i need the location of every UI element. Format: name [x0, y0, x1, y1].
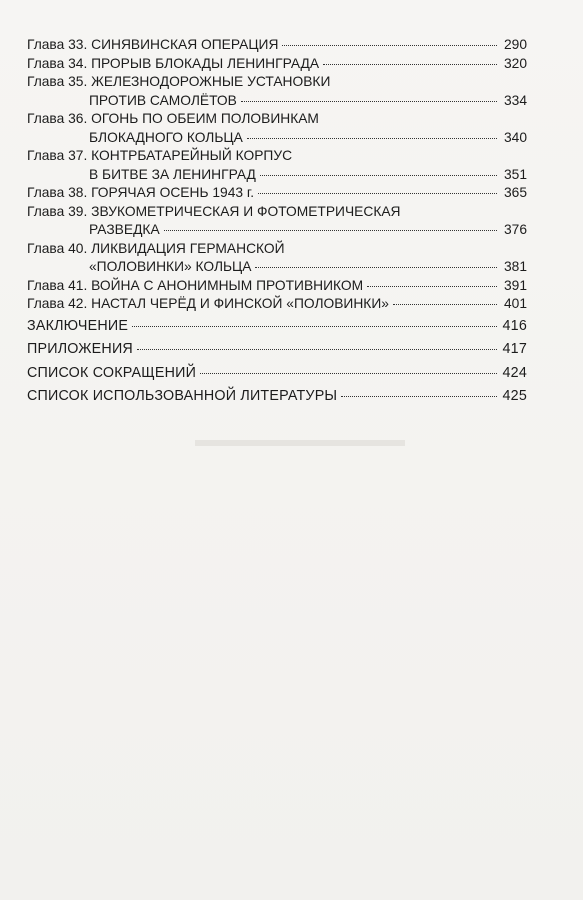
toc-page-number: 417 [502, 341, 527, 358]
toc-entry-ch41[interactable] [27, 277, 527, 296]
toc-entry-ch36[interactable] [27, 110, 527, 147]
toc-page-number: 424 [502, 364, 527, 381]
toc-entry-ch35[interactable] [27, 73, 527, 110]
leader-dots [241, 101, 497, 102]
leader-dots [258, 193, 497, 194]
toc-entry-title-cont: БЛОКАДНОГО КОЛЬЦА [89, 129, 243, 145]
toc-page-number: 365 [503, 185, 527, 200]
leader-dots [260, 175, 497, 176]
toc-entry-ch37[interactable] [27, 147, 527, 184]
toc-entry-title-cont: «ПОЛОВИНКИ» КОЛЬЦА [89, 259, 252, 274]
toc-entry-title: СПИСОК СОКРАЩЕНИЙ [27, 364, 197, 381]
toc-page-number: 334 [503, 92, 527, 108]
leader-dots [137, 349, 497, 350]
toc-page-number: 340 [503, 129, 527, 145]
toc-entry-title: Глава 37. КОНТРБАТАРЕЙНЫЙ КОРПУС [27, 148, 293, 163]
toc-entry-title: Глава 33. СИНЯВИНСКАЯ ОПЕРАЦИЯ [27, 37, 279, 52]
toc-entry-ch40[interactable] [27, 240, 527, 277]
leader-dots [341, 396, 497, 397]
toc-entry-title: ЗАКЛЮЧЕНИЕ [27, 317, 129, 334]
table-of-contents [27, 36, 527, 411]
show-through-text [150, 440, 450, 457]
leader-dots [393, 304, 497, 305]
toc-page-number: 381 [503, 259, 527, 274]
toc-entry-appendices[interactable] [27, 340, 527, 364]
toc-entry-title: Глава 35. ЖЕЛЕЗНОДОРОЖНЫЕ УСТАНОВКИ [27, 74, 331, 89]
toc-entry-title: Глава 40. ЛИКВИДАЦИЯ ГЕРМАНСКОЙ [27, 240, 285, 256]
toc-page-number: 290 [503, 37, 527, 52]
toc-entry-conclusion[interactable] [27, 317, 527, 341]
leader-dots [247, 138, 497, 139]
toc-entry-ch42[interactable] [27, 295, 527, 314]
toc-entry-title: СПИСОК ИСПОЛЬЗОВАННОЙ ЛИТЕРАТУРЫ [27, 388, 338, 405]
toc-entry-ch38[interactable] [27, 184, 527, 203]
leader-dots [367, 286, 497, 287]
leader-dots [323, 64, 497, 65]
toc-entry-title-cont: ПРОТИВ САМОЛЁТОВ [89, 92, 237, 108]
toc-page-number: 425 [502, 388, 527, 405]
toc-page-number: 416 [502, 317, 527, 334]
toc-page-number: 391 [503, 277, 527, 293]
toc-entry-title: Глава 41. ВОЙНА С АНОНИМНЫМ ПРОТИВНИКОМ [27, 277, 364, 293]
toc-page-number: 320 [503, 55, 527, 71]
toc-entry-ch34[interactable] [27, 55, 527, 74]
toc-entry-title: Глава 42. НАСТАЛ ЧЕРЁД И ФИНСКОЙ «ПОЛОВИНКИ» [27, 296, 389, 311]
toc-entry-ch33[interactable] [27, 36, 527, 55]
leader-dots [255, 267, 497, 268]
toc-entry-title: Глава 36. ОГОНЬ ПО ОБЕИМ ПОЛОВИНКАМ [27, 111, 319, 126]
leader-dots [200, 373, 497, 374]
toc-entry-abbreviations[interactable] [27, 364, 527, 388]
leader-dots [164, 230, 497, 231]
leader-dots [132, 326, 497, 327]
leader-dots [282, 45, 497, 46]
toc-entry-title: ПРИЛОЖЕНИЯ [27, 341, 133, 358]
toc-entry-ch39[interactable] [27, 203, 527, 240]
toc-entry-title: Глава 34. ПРОРЫВ БЛОКАДЫ ЛЕНИНГРАДА [27, 55, 320, 71]
toc-entry-title: Глава 38. ГОРЯЧАЯ ОСЕНЬ 1943 г. [27, 185, 255, 200]
toc-entry-title-cont: В БИТВЕ ЗА ЛЕНИНГРАД [89, 166, 256, 182]
toc-entry-title-cont: РАЗВЕДКА [89, 222, 160, 237]
toc-entry-references[interactable] [27, 387, 527, 411]
toc-entry-title: Глава 39. ЗВУКОМЕТРИЧЕСКАЯ И ФОТОМЕТРИЧЕСКАЯ [27, 203, 401, 219]
toc-page-number: 351 [503, 166, 527, 182]
toc-page-number: 401 [503, 296, 527, 311]
toc-page-number: 376 [503, 222, 527, 237]
